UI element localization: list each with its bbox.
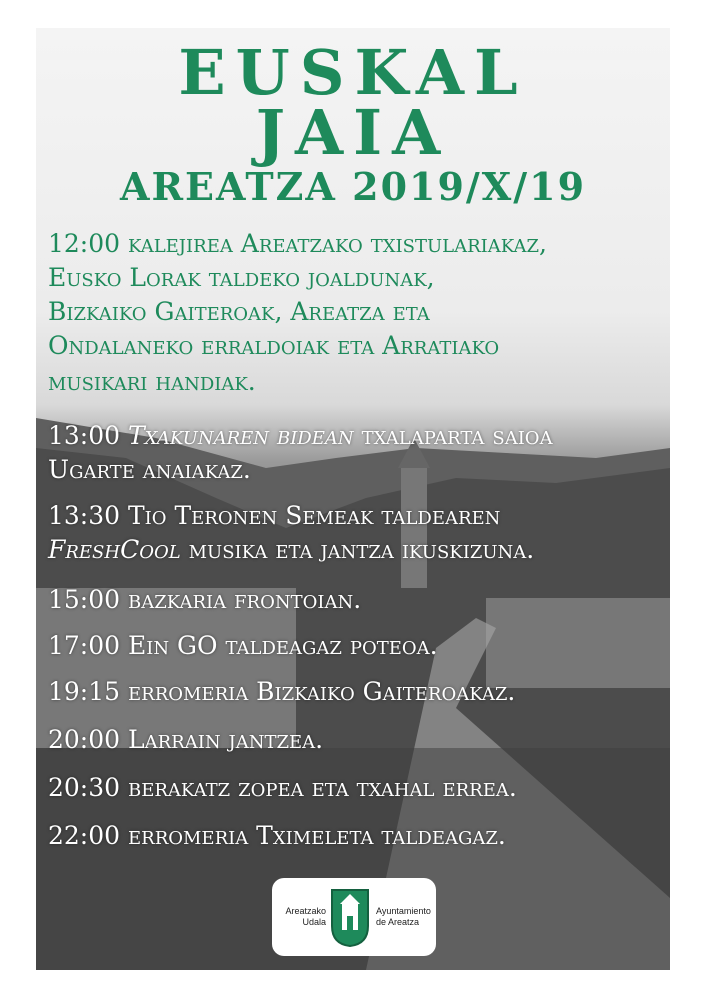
program-item-1200-line-1: 12:00 kalejirea Areatzako txistulariakaz, <box>48 229 547 258</box>
program-item-1300-line-1: 13:00 Txakunaren bidean txalaparta saioa <box>48 421 553 450</box>
municipality-logo <box>272 878 436 956</box>
program-item-2000: 20:00 Larrain jantzea. <box>48 725 324 754</box>
program-item-2200: 22:00 erromeria Tximeleta taldeagaz. <box>48 821 506 850</box>
title-date: AREATZA 2019/X/19 <box>119 164 587 209</box>
coat-of-arms-icon <box>328 886 372 948</box>
program-item-1700: 17:00 Ein GO taldeagaz poteoa. <box>48 631 438 660</box>
poster <box>36 28 670 970</box>
program-item-1300-line-2: Ugarte anaiakaz. <box>48 455 251 484</box>
program-item-1200-line-4: Ondalaneko erraldoiak eta Arratiako <box>48 331 500 360</box>
program-item-1500: 15:00 bazkaria frontoian. <box>48 585 362 614</box>
program-item-2030: 20:30 berakatz zopea eta txahal errea. <box>48 773 517 802</box>
program-item-1200-line-5: musikari handiak. <box>48 367 256 396</box>
program-item-1330-line-2: FreshCool musika eta jantza ikuskizuna. <box>48 535 535 564</box>
program-item-1200-line-3: Bizkaiko Gaiteroak, Areatza eta <box>48 297 430 326</box>
program-item-1330-line-1: 13:30 Tio Teronen Semeak taldearen <box>48 501 501 530</box>
title-line-2: JAIA <box>255 96 451 169</box>
logo-text-spanish: Ayuntamiento de Areatza <box>376 906 431 927</box>
title-line-1: EUSKAL <box>178 36 528 109</box>
program-item-1915: 19:15 erromeria Bizkaiko Gaiteroakaz. <box>48 677 516 706</box>
program-item-1200-line-2: Eusko Lorak taldeko joaldunak, <box>48 263 435 292</box>
logo-text-basque: Areatzako Udala <box>285 906 326 927</box>
